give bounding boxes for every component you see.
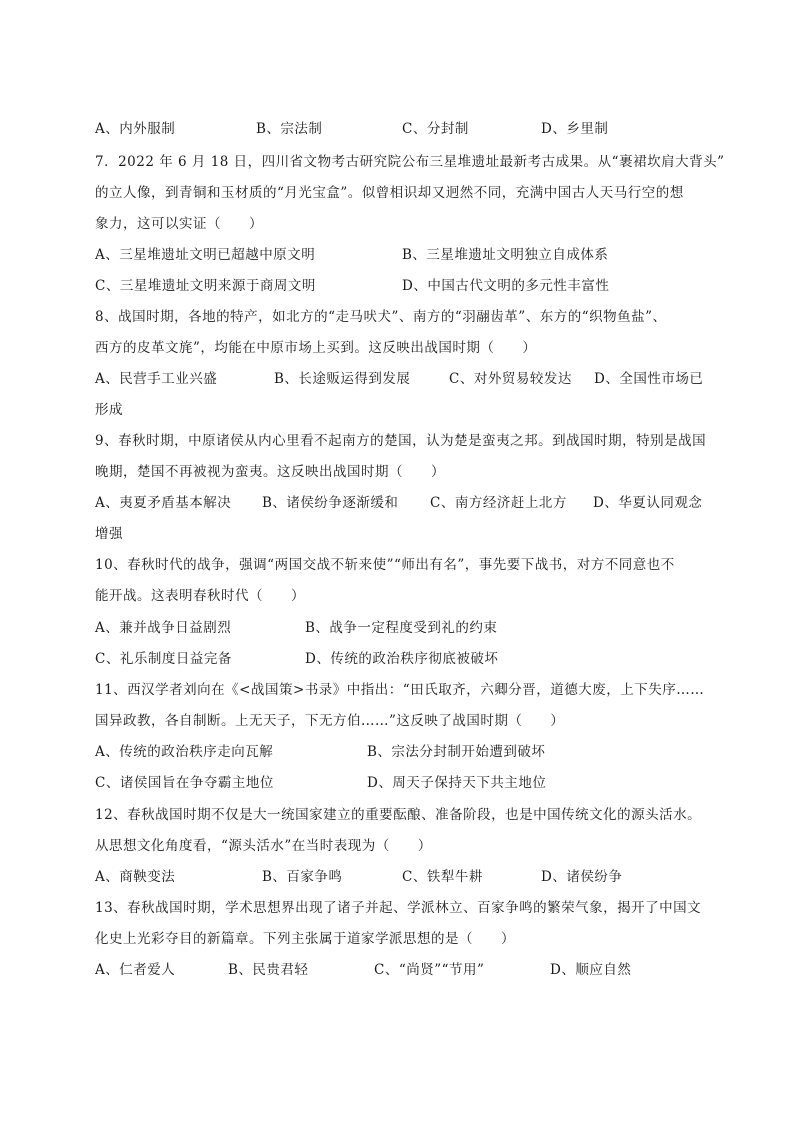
question-stem-line: 国异政教，各自制断。上无天子，下无方伯……”这反映了战国时期（ ） xyxy=(95,713,565,729)
option-a[interactable]: A、民营手工业兴盛 xyxy=(95,371,218,387)
option-continuation: 形成 xyxy=(95,402,123,418)
question-stem-line: 能开战。这表明春秋时代（ ） xyxy=(95,588,305,604)
option-c[interactable]: C、三星堆遗址文明来源于商周文明 xyxy=(95,278,316,294)
option-d[interactable]: D、中国古代文明的多元性丰富性 xyxy=(402,278,610,294)
option-c[interactable]: C、诸侯国旨在争夺霸主地位 xyxy=(95,775,274,791)
question-stem-line: 化史上光彩夺目的新篇章。下列主张属于道家学派思想的是（ ） xyxy=(95,931,515,947)
option-b[interactable]: B、民贵君轻 xyxy=(228,962,309,978)
option-c[interactable]: C、对外贸易较发达 xyxy=(449,371,572,387)
question-stem-line: 7．2022 年 6 月 18 日，四川省文物考古研究院公布三星堆遗址最新考古成果。从“裹裙坎肩大背头” xyxy=(95,154,725,170)
option-b[interactable]: B、长途贩运得到发展 xyxy=(274,371,411,387)
option-c[interactable]: C、分封制 xyxy=(402,121,469,137)
question-stem-line: 13、春秋战国时期，学术思想界出现了诸子并起、学派林立、百家争鸣的繁荣气象，揭开了中国文 xyxy=(95,900,702,916)
option-d[interactable]: D、华夏认同观念 xyxy=(593,495,703,511)
option-a[interactable]: A、夷夏矛盾基本解决 xyxy=(95,495,232,511)
option-d[interactable]: D、全国性市场已 xyxy=(594,371,704,387)
question-stem-line: 8、战国时期，各地的特产，如北方的“走马吠犬”、南方的“羽翮齿革”、东方的“织物鱼盐”、 xyxy=(95,309,667,325)
option-c[interactable]: C、礼乐制度日益完备 xyxy=(95,651,232,667)
question-stem-line: 12、春秋战国时期不仅是大一统国家建立的重要酝酿、准备阶段，也是中国传统文化的源头活水。 xyxy=(95,807,702,823)
option-b[interactable]: B、战争一定程度受到礼的约束 xyxy=(305,620,498,636)
option-b[interactable]: B、宗法制 xyxy=(256,121,323,137)
question-stem-line: 从思想文化角度看，“源头活水”在当时表现为（ ） xyxy=(95,838,432,854)
question-stem-line: 西方的皮革文旄”，均能在中原市场上买到。这反映出战国时期（ ） xyxy=(95,340,537,356)
question-stem-line: 11、西汉学者刘向在《<战国策>书录》中指出：“田氏取齐，六卿分晋，道德大废，上下失序…… xyxy=(95,682,705,698)
option-a[interactable]: A、仁者爱人 xyxy=(95,962,176,978)
option-d[interactable]: D、诸侯纷争 xyxy=(541,869,623,885)
option-b[interactable]: B、三星堆遗址文明独立自成体系 xyxy=(402,247,609,263)
question-stem-line: 10、春秋时代的战争，强调“两国交战不斩来使”“师出有名”，事先要下战书，对方不同意也不 xyxy=(95,557,675,573)
option-a[interactable]: A、内外服制 xyxy=(95,121,176,137)
option-a[interactable]: A、三星堆遗址文明已超越中原文明 xyxy=(95,247,316,263)
option-d[interactable]: D、传统的政治秩序彻底被破坏 xyxy=(305,651,499,667)
option-a[interactable]: A、兼并战争日益剧烈 xyxy=(95,620,232,636)
option-b[interactable]: B、百家争鸣 xyxy=(262,869,343,885)
option-d[interactable]: D、乡里制 xyxy=(541,121,609,137)
option-continuation: 增强 xyxy=(95,526,123,542)
option-c[interactable]: C、铁犁牛耕 xyxy=(402,869,483,885)
question-stem-line: 9、春秋时期，中原诸侯从内心里看不起南方的楚国，认为楚是蛮夷之邦。到战国时期，特别是战国 xyxy=(95,433,707,449)
option-c[interactable]: C、南方经济赶上北方 xyxy=(430,495,567,511)
option-b[interactable]: B、诸侯纷争逐渐缓和 xyxy=(262,495,399,511)
question-stem-line: 的立人像，到青铜和玉材质的“月光宝盒”。似曾相识却又迥然不同，充满中国古人天马行空的想 xyxy=(95,185,684,201)
option-c[interactable]: C、“尚贤”“节用” xyxy=(374,962,485,978)
option-a[interactable]: A、商鞅变法 xyxy=(95,869,176,885)
option-d[interactable]: D、顺应自然 xyxy=(550,962,632,978)
question-stem-line: 晚期，楚国不再被视为蛮夷。这反映出战国时期（ ） xyxy=(95,464,445,480)
question-stem-line: 象力，这可以实证（ ） xyxy=(95,216,263,232)
option-a[interactable]: A、传统的政治秩序走向瓦解 xyxy=(95,744,274,760)
option-d[interactable]: D、周天子保持天下共主地位 xyxy=(367,775,547,791)
option-b[interactable]: B、宗法分封制开始遭到破坏 xyxy=(367,744,546,760)
